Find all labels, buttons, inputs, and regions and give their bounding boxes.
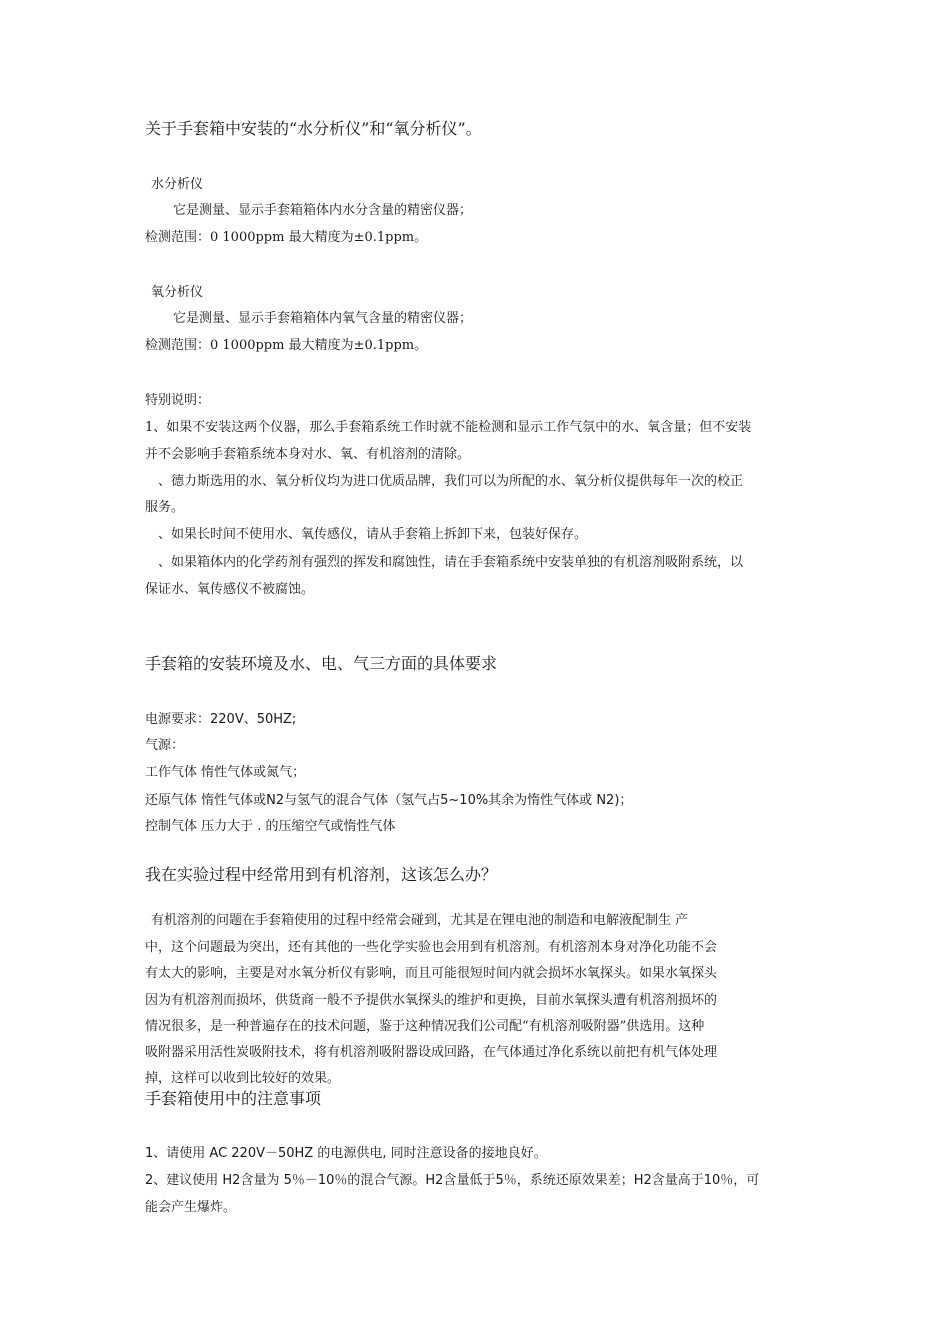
- paragraph-line: 有机溶剂的问题在手套箱使用的过程中经常会碰到，尤其是在锂电池的制造和电解液配制生 产: [151, 913, 689, 928]
- paragraph-line: 吸附器采用活性炭吸附技术，将有机溶剂吸附器设成回路，在气体通过净化系统以前把有机气体处理: [145, 1045, 718, 1060]
- paragraph-line: 有太大的影响，主要是对水氧分析仪有影响，而且可能很短时间内就会损坏水氧探头。如果水氧探头: [145, 966, 718, 981]
- note-line: 并不会影响手套箱系统本身对水、氧、有机溶剂的清除。: [145, 447, 471, 462]
- section-title-requirements: 手套箱的安装环境及水、电、气三方面的具体要求: [145, 654, 498, 673]
- precaution-line: 能会产生爆炸。: [145, 1200, 237, 1215]
- note-line: 1、如果不安装这两个仪器，那么手套箱系统工作时就不能检测和显示工作气氛中的水、氧含量；但不安装: [145, 420, 752, 435]
- requirement-line: 控制气体 压力大于 . 的压缩空气或惰性气体: [145, 819, 396, 834]
- note-line: 服务。: [145, 500, 185, 515]
- requirement-line: 还原气体 惰性气体或N2与氢气的混合气体（氢气占5~10%其余为惰性气体或 N2)；: [145, 793, 633, 808]
- water-analyzer-range: 检测范围：0 1000ppm 最大精度为±0.1ppm。: [145, 230, 428, 245]
- note-line: 、德力斯选用的水、氧分析仪均为进口优质品牌，我们可以为所配的水、氧分析仪提供每年一次的校正: [158, 474, 744, 489]
- paragraph-line: 掉，这样可以收到比较好的效果。: [145, 1071, 341, 1086]
- precaution-line: 2、建议使用 H2含量为 5％－10％的混合气源。H2含量低于5％，系统还原效果差；H2含量高于10％，可: [145, 1173, 760, 1188]
- paragraph-line: 因为有机溶剂而损坏，供货商一般不予提供水氧探头的维护和更换，目前水氧探头遭有机溶剂损坏的: [145, 993, 718, 1008]
- precaution-line: 1、请使用 AC 220V－50HZ 的电源供电, 同时注意设备的接地良好。: [145, 1146, 547, 1161]
- oxygen-analyzer-range: 检测范围：0 1000ppm 最大精度为±0.1ppm。: [145, 338, 428, 353]
- water-analyzer-heading: 水分析仪: [151, 177, 204, 192]
- requirement-line: 电源要求：220V、50HZ;: [145, 712, 297, 727]
- section-title-analyzers: 关于手套箱中安装的“水分析仪”和“氧分析仪”。: [145, 119, 482, 138]
- note-line: 保证水、氧传感仪不被腐蚀。: [145, 582, 315, 597]
- requirement-line: 气源：: [145, 738, 185, 753]
- paragraph-line: 中，这个问题最为突出，还有其他的一些化学实验也会用到有机溶剂。有机溶剂本身对净化功能不会: [145, 940, 718, 955]
- oxygen-analyzer-desc: 它是测量、显示手套箱箱体内氧气含量的精密仪器；: [173, 311, 473, 326]
- oxygen-analyzer-heading: 氧分析仪: [151, 285, 204, 300]
- water-analyzer-desc: 它是测量、显示手套箱箱体内水分含量的精密仪器；: [173, 203, 473, 218]
- note-line: 、如果长时间不使用水、氧传感仪，请从手套箱上拆卸下来，包装好保存。: [158, 527, 588, 542]
- paragraph-line: 情况很多，是一种普遍存在的技术问题，鉴于这种情况我们公司配“有机溶剂吸附器”供选用。这种: [145, 1019, 705, 1034]
- section-title-precautions: 手套箱使用中的注意事项: [145, 1089, 322, 1108]
- special-notes-title: 特别说明：: [145, 393, 211, 408]
- section-title-organic-solvents: 我在实验过程中经常用到有机溶剂，这该怎么办？: [145, 865, 498, 884]
- note-line: 、如果箱体内的化学药剂有强烈的挥发和腐蚀性，请在手套箱系统中安装单独的有机溶剂吸附系统，以: [158, 555, 744, 570]
- requirement-line: 工作气体 惰性气体或氮气；: [145, 765, 306, 780]
